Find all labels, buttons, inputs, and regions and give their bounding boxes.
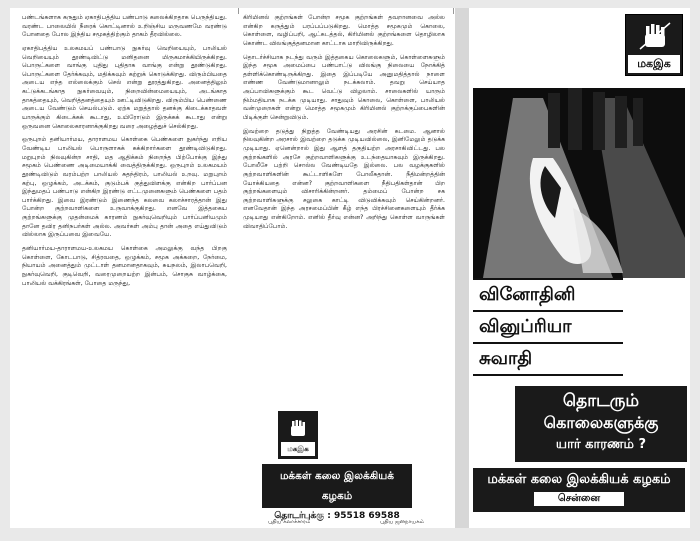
victim-name: வினுப்ரியா (473, 310, 623, 342)
cover-panel (455, 8, 690, 528)
hand-emblem-icon (638, 21, 672, 51)
paragraph: கிரிமினல் குற்றங்கள் போன்ற சமூக குற்றங்கள் தவறானவை அல்ல என்கிற கருத்தும் பரப்பப்படுகிறது. மொத்த சமூகமும் கொலை, கொள்ளை, வழிப்பறி, ஆட்கடத்தல், கிரிமினல் குற்றங்களை தொழிலாக கொண்ட விலங்குத்தனமான காட்டாக மாறிவிருக்கிறது. (243, 14, 445, 47)
logo-text: மகஇக (626, 53, 682, 75)
footer-label: புதிய ஜனநாயகம் (380, 519, 425, 525)
body-column-1 (22, 14, 227, 293)
organization-logo-small (278, 411, 318, 459)
victim-name: வினோதினி (473, 278, 623, 310)
headline-question (515, 386, 687, 462)
body-column-2 (243, 14, 445, 236)
organization-banner (473, 468, 685, 512)
victim-name: சுவாதி (473, 342, 623, 376)
fold-mark (238, 8, 239, 14)
organization-name: மக்கள் கலை இலக்கியக் கழகம் (487, 472, 671, 487)
paragraph: தனியார்மய-தாராளமய-உலகமய கொள்கை அமலுக்கு வந்த பிறகு கொள்ளை, கோடபாடு, சித்ரவதை, ஒழுக்கம், சமூக அக்கறை, நேர்மை, நியாயம் அனைத்தும் முட்டாள் தனமானதாகவும், சுயநலம், இலாபவெறி, நுகர்வுவெறி, குடிவெறி, வரைமுறையற்ற இன்பம், சொகுசு வாழ்க்கை, பாலியல் வக்கிரங்கள், போதை மருந்து, (22, 245, 227, 287)
logo-text: மகஇக (281, 442, 315, 456)
paragraph: இவற்றை தடுத்து நிறுத்த வேண்டியது அரசின் கடமை. ஆனால் நிலவுகின்ற அரசால் இவற்றை தடுக்க முடியவில்லை, இனிமேலும் தடுக்க முடியாது. ஏனென்றால் இது ஆளத் தகுதியற்ற அரசாகிவிட்டது. பல குற்றங்களில் அரசே குற்றவாளிகளுக்கு உடந்தையாகவும் இருக்கிறது. போலீசே பற்றி சொல்ல வேண்டியதே இல்லை. பல வழக்குகளில் குற்றவாளிகளின் கூட்டாளிகளே போலீசுதான். நீதிமன்றத்தின் யோக்கியதை என்ன? குற்றவாளிகளை நீதிபதிகள்தான் பிற குற்றங்களையும் விசாரிக்கின்றனர். தம்மைப் போன்ற சக குற்றவாளிகளுக்கு சலுகை காட்டி விடுவிக்கவும் செய்கின்றனர். எனவேதான் இந்த அரசமைப்பின் கீழ் எந்த பிரச்சினைகளையும் தீர்க்க முடியாது என்கிறோம். எனில் தீர்வு என்ன? அறிந்து கொள்ள வாருங்கள் விவாதிப்போம். (243, 127, 445, 230)
headline-line: தொடரும் (562, 391, 640, 411)
pamphlet-sheet (10, 8, 690, 528)
contact-box (262, 464, 412, 521)
hand-emblem-icon (286, 417, 310, 439)
organization-logo (625, 14, 683, 76)
footer-label: புதிய கலாச்சாரம் (268, 519, 311, 525)
contact-phone: தொடர்புக்கு : 95518 69588 (274, 511, 400, 521)
paragraph: ஏகாதிபத்திய உலகமயப் பண்பாடு நுகர்வு வெறியையும், பாலியல் வெறியையும் தூண்டிவிட்டு மனிதனை மிருகமாக்கியிருக்கிறது. பொருட்களை வாங்கு புதிது புதிதாக வாங்கு என்று தூண்டுகிறது. பொருட்களை தேர்க்கவும், மதிக்கவும் கற்றுக் கொடுக்கிறது. விரும்பியதை அடைய எந்த எல்லைக்கும் செல் என்று தூரத்துகிறது. அனைத்திலும் கட்டுக்கடங்காத நுகர்வையும், நிறைவின்மையையும், அடங்காத தாகத்தையும், வெறித்தனத்தையும் ஊட்டிவிடுகிறது. விரும்பிய பெண்ணை அடைய வேண்டும் செயல்படும். ஏற்க மறுத்தால் தனக்கு கிடைக்காதவள் யாருக்கும் கிடைக்கக் கூடாது, உயிரோடும் இருக்கக் கூடாது என்று ஒருவனை கொலைகாரனாக்குகிறது வரை அழைத்துச் செல்கிறது. (22, 44, 227, 130)
victim-names (473, 278, 623, 376)
cover-photo (473, 88, 685, 278)
fold-mark (453, 8, 454, 14)
paragraph: பண்டங்களாக கருதும் ஏகாதிபத்திய பண்பாடு கலைக்கிறதாக பெருந்தியது. வரண்ட பாலையில் நீரைக் கொட்டினால் உறிஞ்சிய மருவணமே வரண்டு போனதை போல இந்திய சமூகத்திற்கும் தாகம் தீரவில்லை. (22, 14, 227, 39)
paragraph: ஒருபுறம் தனியார்மய, தாராளமய கொள்கை பெண்களை நுகர்ந்து எறிய வேண்டிய பாலியல் பொருளாகக் கக்கிறார்களை தூண்டிவிடுகிறது. மறுபுறம் நிலவுகின்ற சாதி, மத ஆதிக்கம் நிறைந்த பிற்போக்கு இந்து சமூகம் பெண்ணை அடிமையாக்கி வைத்திருக்கிறது. ஒருபுறம் உலகமயம் தூண்டிவிடும் வரம்பற்ற பாலியல் சுதந்திரம், பாலியல் உறவு. மறுபுறம் கற்பு, ஒழுக்கம், அடக்கம், குடும்பக் குத்துவிளக்கு என்கிற பார்ப்பன இந்துமதப் பண்பாடு என்கிற இரண்டு எட்டமுனைகளும் பெண்களை பதம் பார்க்கிறது. இவை இரண்டும் இணைந்த கலவை கலாச்சாரத்தான் இது போன்ற குற்றவாளிகளை உருவாக்குகிறது. எனவே இத்தகைய குற்றங்களுக்கு முதன்மைக் காரணம் நுகர்வுவெறியும் பார்ப்பனியமும் தானே தவிர தனிநபர்கள் அல்ல. அவர்கள் அம்பு தான் அதை எய்துவிடும் வில்லாக இருப்பவை இவையே. (22, 136, 227, 239)
organization-city: சென்னை (534, 492, 624, 506)
victim-silhouette-image (473, 88, 685, 278)
headline-line: யார் காரணம் ? (555, 437, 647, 452)
headline-line: கொலைகளுக்கு (543, 413, 659, 432)
contact-organization: மக்கள் கலை இலக்கியக் கழகம் (264, 466, 410, 506)
cover-strip (455, 8, 469, 528)
paragraph: தொடர்ச்சியாக நடந்து வரும் இத்தகைய கொலைகளும், கொள்ளைகளும் இந்த சமூக அமைப்பை பண்பாட்டு விலங்கு நிலையை நோக்கித் தள்ளிக்கொண்டிருக்கிறது. இதை இப்படியே அனுமதித்தால் நாளை எண்ண வேண்டுமானாலும் நடக்கலாம். தவறு செய்யாத அப்பாவிகளுக்கும் கூட வெட்டு விழலாம். சாலைகளில் யாரும் நிம்மதியாக நடக்க முடியாது. சாதுவும் கொலை, கொள்ளை, பாலியல் வன்முறைகள் என்று மொத்த சமூகமும் கிரிமினல் குற்றக்குப்பைகளின் பிடிக்குள் சென்றுவிடும். (243, 53, 445, 122)
